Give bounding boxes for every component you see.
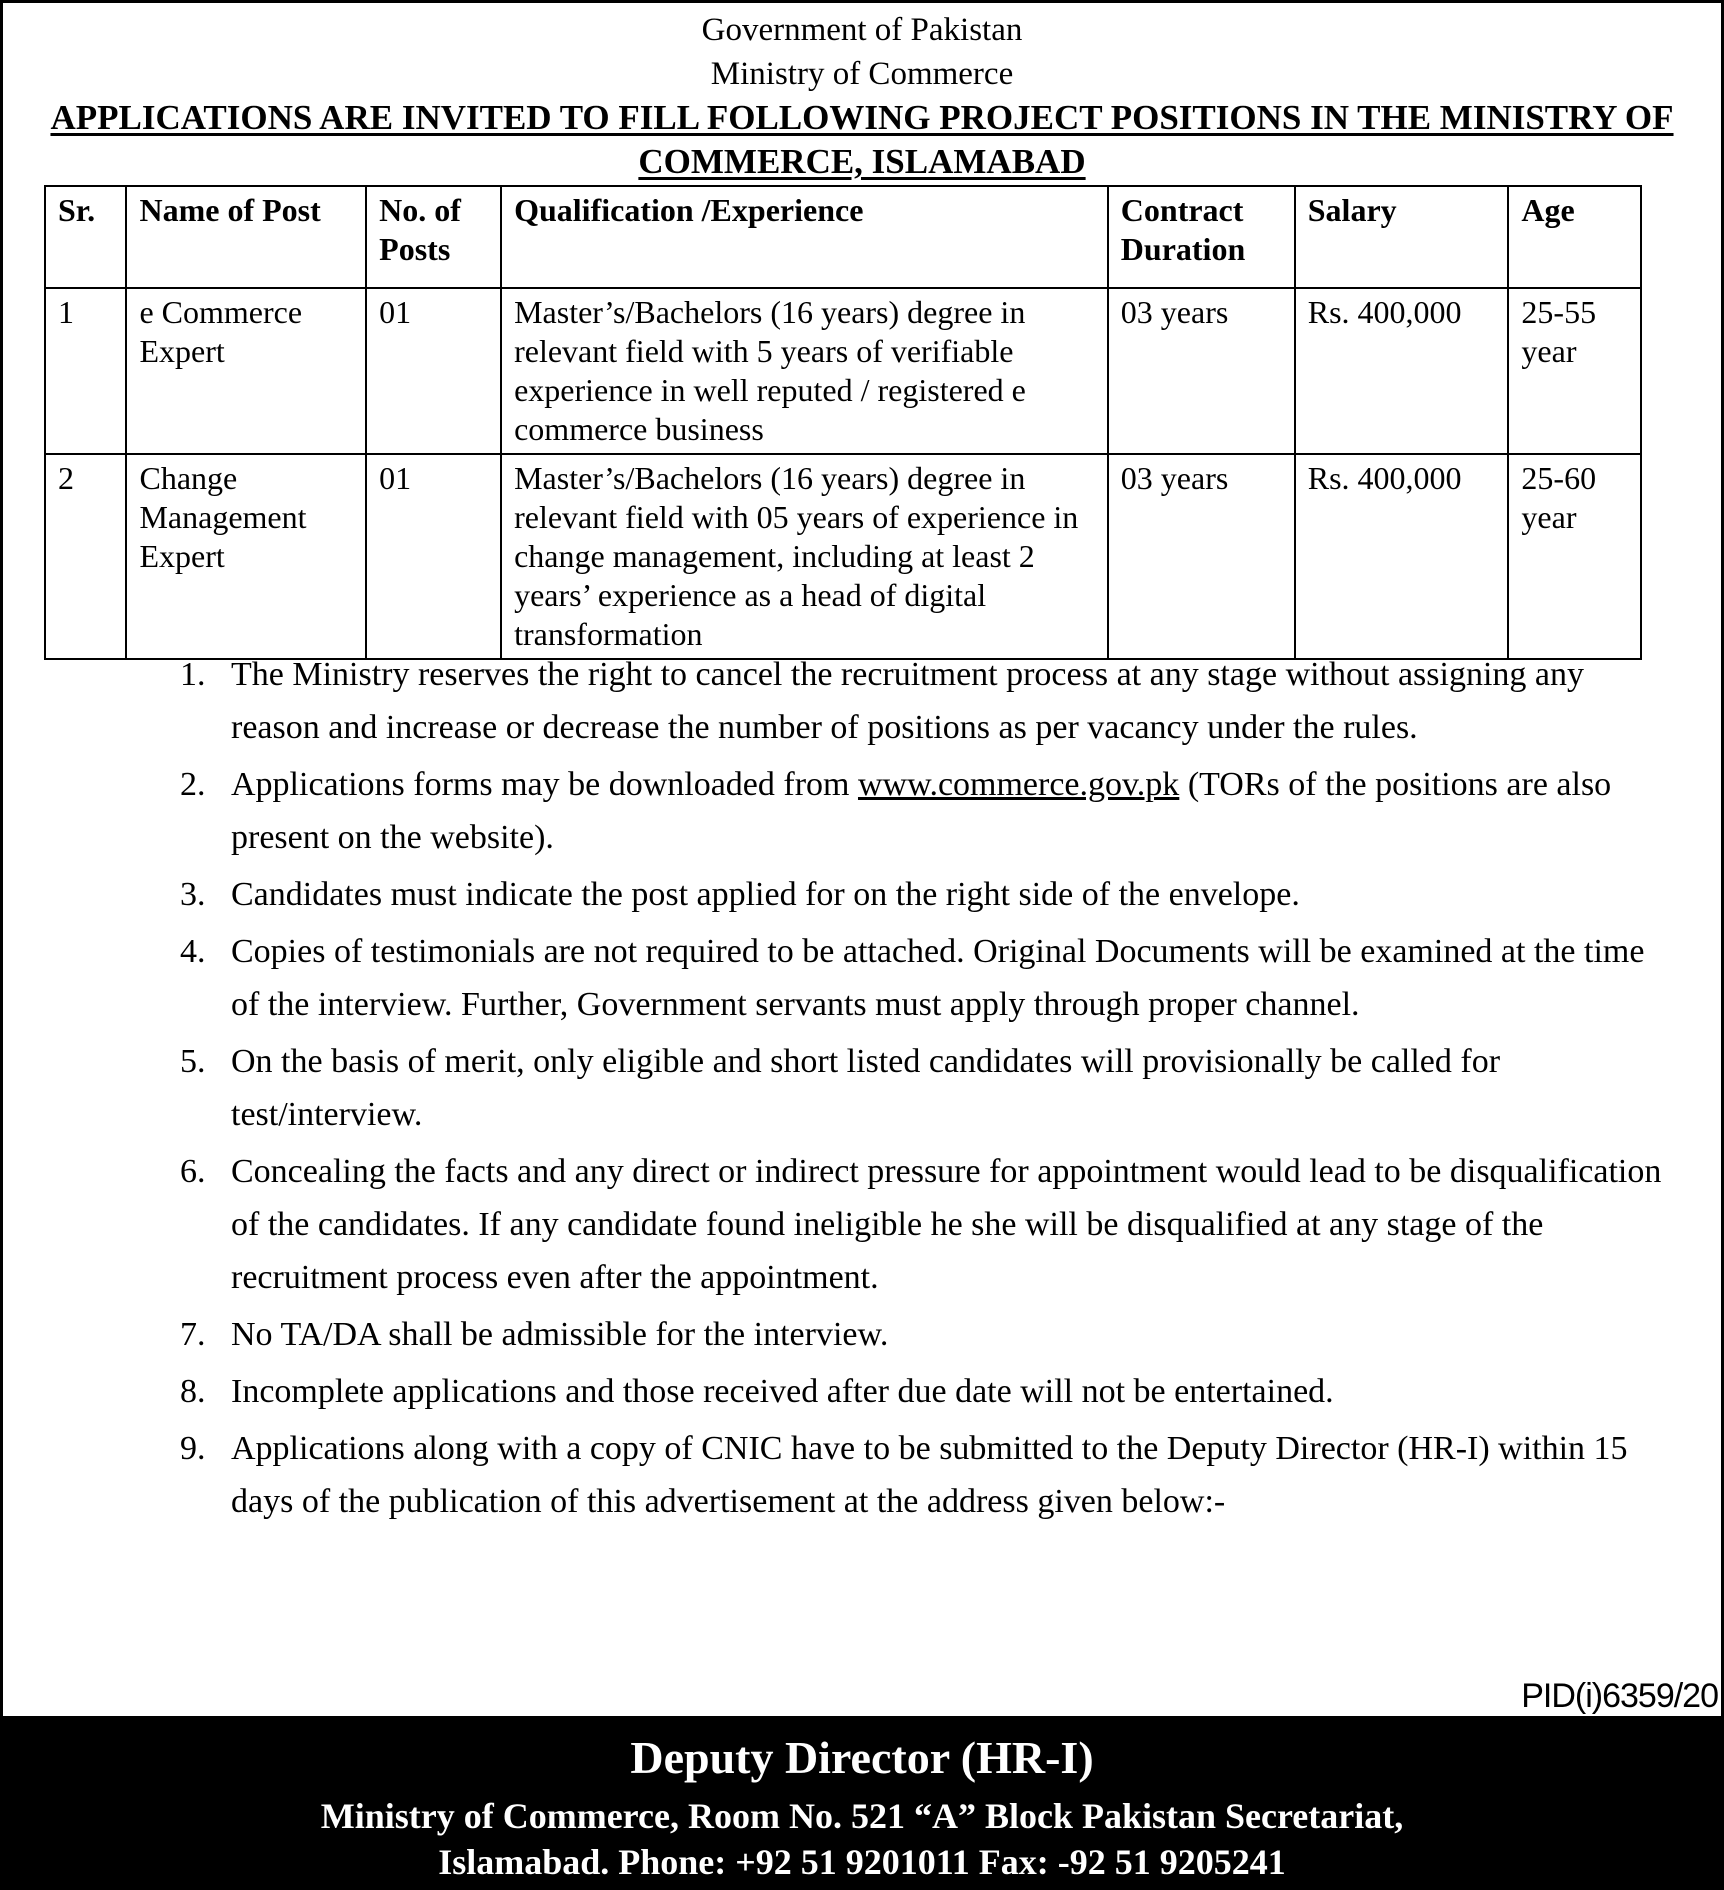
cell-salary: Rs. 400,000 bbox=[1295, 454, 1509, 659]
list-item bbox=[180, 1308, 1680, 1361]
footer-title: Deputy Director (HR-I) bbox=[630, 1732, 1094, 1783]
cell-post-name: Change Management Expert bbox=[126, 454, 366, 659]
list-item bbox=[180, 868, 1680, 921]
government-title: Government of Pakistan bbox=[701, 12, 1023, 48]
cell-sr: 1 bbox=[45, 288, 126, 454]
column-header-duration: Contract Duration bbox=[1108, 186, 1295, 288]
ministry-title: Ministry of Commerce bbox=[710, 56, 1014, 92]
table-row bbox=[45, 288, 1641, 454]
table-row bbox=[45, 454, 1641, 659]
item-number: 9. bbox=[180, 1430, 206, 1467]
cell-duration: 03 years bbox=[1108, 454, 1295, 659]
page-heading-text: APPLICATIONS ARE INVITED TO FILL FOLLOWING PROJECT POSITIONS IN THE MINISTRY OF COMMERCE, ISLAMABAD bbox=[50, 98, 1674, 181]
contact-footer bbox=[0, 1716, 1724, 1890]
item-number: 6. bbox=[180, 1153, 206, 1190]
item-text: On the basis of merit, only eligible and short listed candidates will provisionally be called for test/interview. bbox=[231, 1043, 1501, 1133]
item-number: 2. bbox=[180, 766, 206, 803]
terms-list bbox=[180, 648, 1680, 1532]
cell-age: 25-55 year bbox=[1508, 288, 1641, 454]
item-number: 3. bbox=[180, 876, 206, 913]
cell-salary: Rs. 400,000 bbox=[1295, 288, 1509, 454]
item-number: 7. bbox=[180, 1316, 206, 1353]
website-link[interactable]: www.commerce.gov.pk bbox=[857, 766, 1180, 803]
item-number: 5. bbox=[180, 1043, 206, 1080]
column-header-age: Age bbox=[1508, 186, 1641, 288]
item-text: Copies of testimonials are not required to be attached. Original Documents will be examined at the time of the interview. Further, Government servants must apply through proper channel. bbox=[231, 933, 1645, 1023]
column-header-posts: No. of Posts bbox=[366, 186, 501, 288]
list-item bbox=[180, 1145, 1680, 1304]
cell-posts: 01 bbox=[366, 288, 501, 454]
column-header-salary: Salary bbox=[1295, 186, 1509, 288]
item-text: Applications forms may be downloaded from bbox=[231, 766, 858, 803]
cell-qualification: Master’s/Bachelors (16 years) degree in relevant field with 05 years of experience in change management, including at least 2 years’ experience as a head of digital transformation bbox=[501, 454, 1108, 659]
list-item bbox=[180, 1365, 1680, 1418]
cell-post-name: e Commerce Expert bbox=[126, 288, 366, 454]
page-heading bbox=[0, 96, 1724, 184]
item-text: Candidates must indicate the post applied for on the right side of the envelope. bbox=[231, 876, 1300, 913]
table-header-row bbox=[45, 186, 1641, 288]
positions-table bbox=[44, 185, 1642, 660]
item-text: No TA/DA shall be admissible for the interview. bbox=[231, 1316, 889, 1353]
list-item bbox=[180, 648, 1680, 754]
footer-address-line2: Islamabad. Phone: +92 51 9201011 Fax: -92 51 9205241 bbox=[438, 1842, 1286, 1882]
cell-age: 25-60 year bbox=[1508, 454, 1641, 659]
list-item bbox=[180, 758, 1680, 864]
list-item bbox=[180, 925, 1680, 1031]
column-header-qualification: Qualification /Experience bbox=[501, 186, 1108, 288]
cell-posts: 01 bbox=[366, 454, 501, 659]
pid-number: PID(i)6359/20 bbox=[1521, 1677, 1718, 1715]
column-header-name: Name of Post bbox=[126, 186, 366, 288]
cell-sr: 2 bbox=[45, 454, 126, 659]
column-header-sr: Sr. bbox=[45, 186, 126, 288]
item-text: Applications along with a copy of CNIC have to be submitted to the Deputy Director (HR-I) within 15 days of the publication of this advertisement at the address given below:- bbox=[231, 1430, 1628, 1520]
item-number: 1. bbox=[180, 656, 206, 693]
footer-address-line1: Ministry of Commerce, Room No. 521 “A” Block Pakistan Secretariat, bbox=[320, 1796, 1404, 1836]
item-number: 4. bbox=[180, 933, 206, 970]
cell-duration: 03 years bbox=[1108, 288, 1295, 454]
item-text: Concealing the facts and any direct or indirect pressure for appointment would lead to be disqualification of the candidates. If any candidate found ineligible he she will be disqualified at any stage of the recruitment process even after the appointment. bbox=[231, 1153, 1662, 1296]
item-text: The Ministry reserves the right to cancel the recruitment process at any stage without assigning any reason and increase or decrease the number of positions as per vacancy under the rules. bbox=[231, 656, 1584, 746]
cell-qualification: Master’s/Bachelors (16 years) degree in relevant field with 5 years of verifiable experience in well reputed / registered e commerce business bbox=[501, 288, 1108, 454]
item-text: Incomplete applications and those received after due date will not be entertained. bbox=[231, 1373, 1334, 1410]
list-item bbox=[180, 1422, 1680, 1528]
item-number: 8. bbox=[180, 1373, 206, 1410]
item-text: (TORs of the positions are also present on the website). bbox=[231, 766, 1612, 856]
list-item bbox=[180, 1035, 1680, 1141]
